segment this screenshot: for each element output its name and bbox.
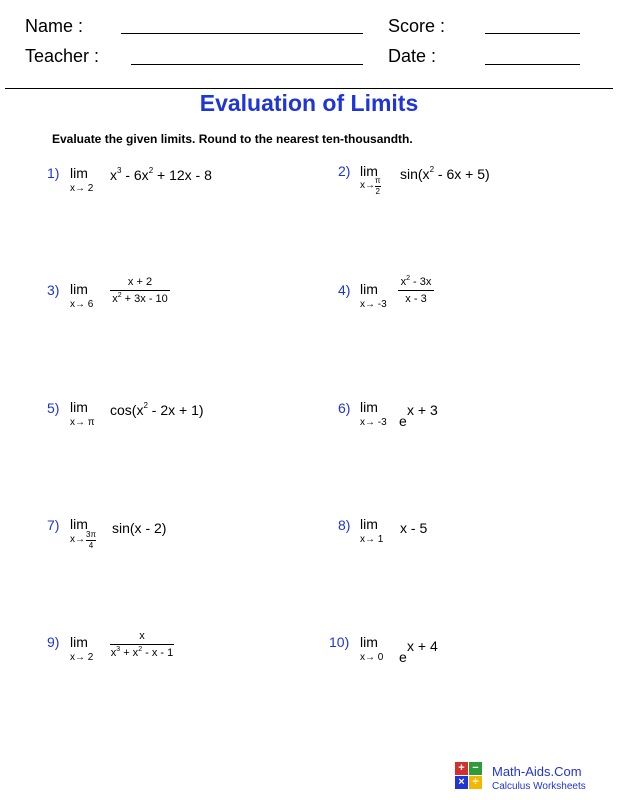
name-line[interactable] <box>121 33 363 34</box>
score-line[interactable] <box>485 33 580 34</box>
exponential-base: e <box>399 649 407 665</box>
limit-expression: sin(x - 2) <box>112 520 167 536</box>
limit-approach: x→ <box>360 180 375 191</box>
lim-operator: lim <box>70 165 88 181</box>
exponent: x + 3 <box>407 402 438 418</box>
limit-fraction <box>110 630 174 659</box>
limit-fraction <box>110 276 170 305</box>
lim-operator: lim <box>360 163 378 179</box>
lim-operator: lim <box>360 516 378 532</box>
problem-number: 10) <box>329 634 350 650</box>
exponent: x + 4 <box>407 638 438 654</box>
limit-expression: $x^3 - 6x^2 + 12x - 8$ <box>110 166 212 183</box>
limit-expression: x - 5 <box>400 520 428 536</box>
times-icon: × <box>455 776 468 789</box>
approach-fraction: π 2 <box>375 176 381 196</box>
name-label: Name : <box>25 16 84 36</box>
limit-approach: x→ π <box>70 417 95 428</box>
denominator: x - 3 <box>405 293 427 305</box>
plus-icon: + <box>455 762 468 775</box>
numerator: x + 2 <box>127 276 153 288</box>
limit-approach: x→ 0 <box>360 652 384 663</box>
limit-fraction <box>398 276 434 305</box>
teacher-label: Teacher : <box>25 46 100 66</box>
problem-number: 5) <box>47 400 60 416</box>
problem-number: 8) <box>338 517 351 533</box>
lim-operator: lim <box>360 281 378 297</box>
limit-expression: $\sin(x^2 - 6x + 5)$ <box>400 165 490 182</box>
denominator: $x^3 + x^2 - x - 1$ <box>110 646 174 659</box>
lim-operator: lim <box>360 399 378 415</box>
score-label: Score : <box>388 16 446 36</box>
minus-icon: − <box>469 762 482 775</box>
lim-operator: lim <box>70 281 88 297</box>
lim-operator: lim <box>70 634 88 650</box>
lim-operator: lim <box>70 516 88 532</box>
limit-approach: x→ -3 <box>360 417 387 428</box>
problem-number: 7) <box>47 517 60 533</box>
divide-icon: ÷ <box>469 776 482 789</box>
footer-subtitle: Calculus Worksheets <box>492 781 586 792</box>
exponential-base: e <box>399 413 407 429</box>
footer-brand[interactable]: Math-Aids.Com <box>492 764 582 779</box>
limit-approach: x→ 2 <box>70 183 94 194</box>
problem-number: 3) <box>47 282 60 298</box>
limit-approach: x→ 6 <box>70 299 94 310</box>
problem-number: 2) <box>338 163 351 179</box>
header-divider <box>5 88 613 89</box>
approach-fraction: 3π 4 <box>86 530 96 550</box>
lim-operator: lim <box>70 399 88 415</box>
problem-number: 6) <box>338 400 351 416</box>
numerator: x <box>139 630 145 642</box>
problem-number: 1) <box>47 165 60 181</box>
date-line[interactable] <box>485 64 580 65</box>
lim-operator: lim <box>360 634 378 650</box>
limit-approach: x→ -3 <box>360 299 387 310</box>
denominator: $x^2 + 3x - 10$ <box>112 292 168 305</box>
problem-number: 4) <box>338 282 351 298</box>
instructions: Evaluate the given limits. Round to the nearest ten-thousandth. <box>52 132 413 146</box>
limit-approach: x→ <box>70 534 85 545</box>
date-label: Date : <box>388 46 437 66</box>
page-title: Evaluation of Limits <box>199 90 419 116</box>
limit-approach: x→ 1 <box>360 534 384 545</box>
limit-expression: $\cos(x^2 - 2x + 1)$ <box>110 401 204 418</box>
limit-approach: x→ 2 <box>70 652 94 663</box>
teacher-line[interactable] <box>131 64 363 65</box>
numerator: $x^2 - 3x$ <box>400 275 432 288</box>
problem-number: 9) <box>47 634 60 650</box>
